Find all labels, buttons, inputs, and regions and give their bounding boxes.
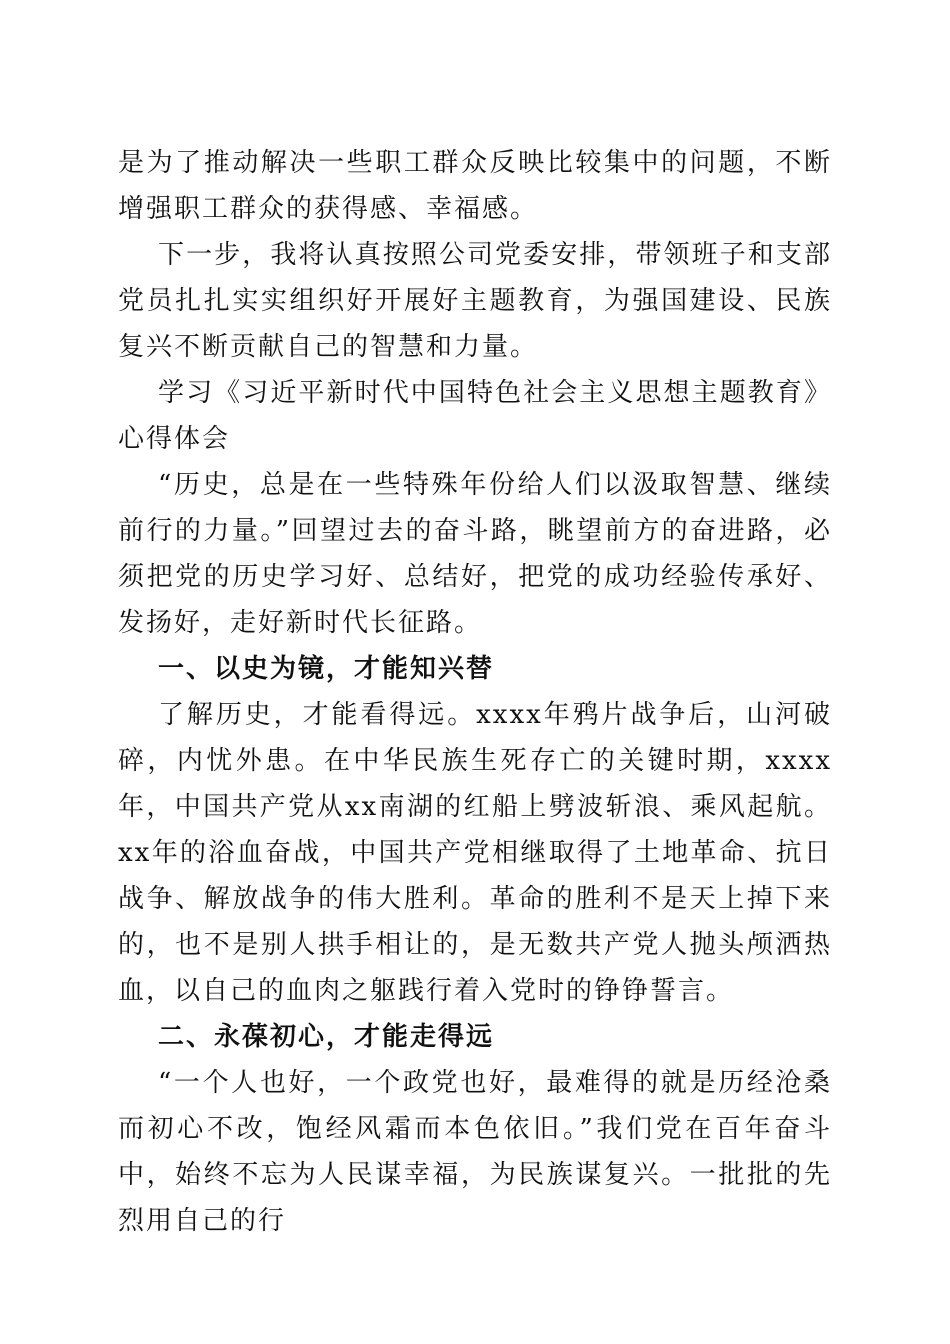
paragraph-title: 学习《习近平新时代中国特色社会主义思想主题教育》心得体会 [118,378,832,454]
paragraph-section-1: 了解历史，才能看得远。xxxx年鸦片战争后，山河破碎，内忧外患。在中华民族生死存亡的关键时期，xxxx年，中国共产党从xx南湖的红船上劈波斩浪、乘风起航。xx年的浴血奋战，中国共产党相继取得了土地革命、抗日战争、解放战争的伟大胜利。革命的胜利不是天上掉下来的，也不是别人拱手相让的，是无数共产党人抛头颅洒热血，以自己的血肉之躯践行着入党时的铮铮誓言。 [118,700,832,1006]
section-heading-2: 二、永葆初心，才能走得远 [158,1022,495,1052]
document-body [118,140,832,1244]
paragraph-next-step: 下一步，我将认真按照公司党委安排，带领班子和支部党员扎扎实实组织好开展好主题教育，为强国建设、民族复兴不断贡献自己的智慧和力量。 [118,240,832,362]
paragraph-section-2: “一个人也好，一个政党也好，最难得的就是历经沧桑而初心不改，饱经风霜而本色依旧。”我们党在百年奋斗中，始终不忘为人民谋幸福，为民族谋复兴。一批批的先烈用自己的行 [118,1068,832,1236]
paragraph-history-quote: “历史，总是在一些特殊年份给人们以汲取智慧、继续前行的力量。”回望过去的奋斗路，眺望前方的奋进路，必须把党的历史学习好、总结好，把党的成功经验传承好、发扬好，走好新时代长征路。 [118,470,832,638]
section-heading-1: 一、以史为镜，才能知兴替 [158,654,495,684]
paragraph-continued: 是为了推动解决一些职工群众反映比较集中的问题，不断增强职工群众的获得感、幸福感。 [118,148,832,224]
